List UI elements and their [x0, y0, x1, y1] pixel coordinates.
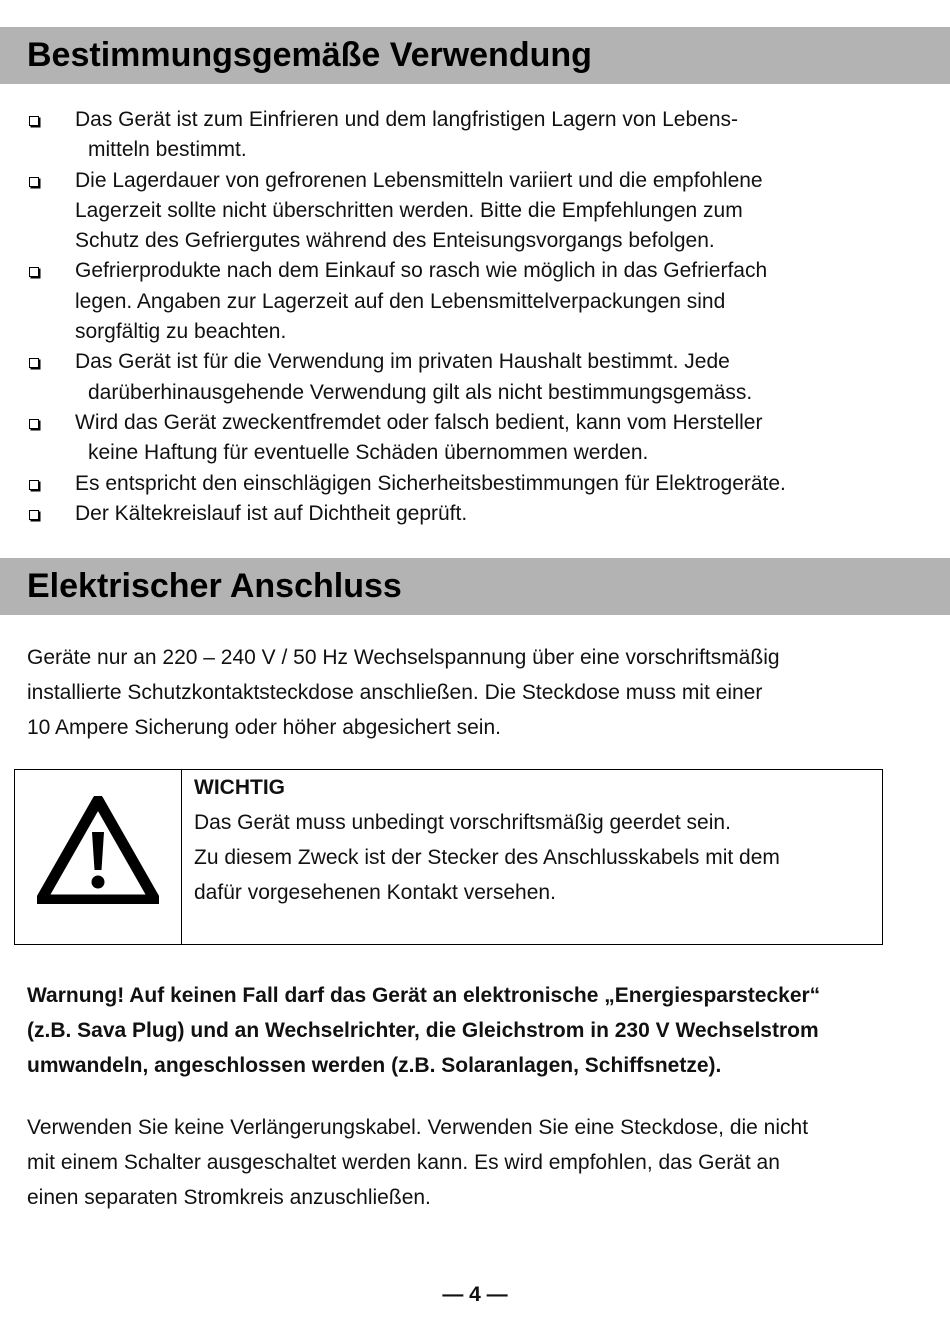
checkbox-bullet-icon: [29, 358, 39, 368]
notice-content: [194, 770, 874, 910]
notice-line: Das Gerät muss unbedingt vorschriftsmäßig geerdet sein.: [194, 811, 731, 834]
checkbox-bullet-icon: [29, 177, 39, 187]
paragraph-line: Warnung! Auf keinen Fall darf das Gerät an elektronische „Energiesparstecker“: [27, 984, 821, 1007]
paragraph-line: Verwenden Sie keine Verlängerungskabel. Verwenden Sie eine Steckdose, die nicht: [27, 1116, 809, 1139]
notice-divider: [181, 770, 182, 944]
paragraph-line: (z.B. Sava Plug) und an Wechselrichter, die Gleichstrom in 230 V Wechselstrom: [27, 1019, 819, 1042]
warning-triangle-icon: [37, 796, 159, 904]
warning-paragraph: [27, 978, 907, 1083]
list-item-line: Lagerzeit sollte nicht überschritten werden. Bitte die Empfehlungen zum: [75, 198, 743, 222]
list-item-line: Gefrierprodukte nach dem Einkauf so rasch wie möglich in das Gefrierfach: [75, 259, 768, 283]
list-item: [27, 469, 907, 499]
notice-heading: WICHTIG: [194, 776, 285, 799]
notice-line: dafür vorgesehenen Kontakt versehen.: [194, 881, 556, 904]
list-item-line: Wird das Gerät zweckentfremdet oder falsch bedient, kann vom Hersteller: [75, 410, 763, 434]
paragraph-line: installierte Schutzkontaktsteckdose anschließen. Die Steckdose muss mit einer: [27, 681, 763, 704]
list-item-line: Das Gerät ist zum Einfrieren und dem langfristigen Lagern von Lebens-: [75, 108, 739, 131]
section-heading-electrical-connection: [0, 558, 950, 615]
closing-paragraph: [27, 1110, 907, 1215]
list-item: [27, 347, 907, 408]
paragraph-line: mit einem Schalter ausgeschaltet werden kann. Es wird empfohlen, das Gerät an: [27, 1151, 780, 1174]
list-item: [27, 105, 907, 166]
list-item-line: Der Kältekreislauf ist auf Dichtheit geprüft.: [75, 501, 468, 525]
list-item-line: Das Gerät ist für die Verwendung im privaten Haushalt bestimmt. Jede: [75, 350, 730, 374]
list-item-line: mitteln bestimmt.: [88, 138, 247, 162]
list-item: [27, 408, 907, 469]
checkbox-bullet-icon: [29, 267, 39, 277]
list-item-line: keine Haftung für eventuelle Schäden übernommen werden.: [88, 441, 649, 465]
paragraph-line: Geräte nur an 220 – 240 V / 50 Hz Wechselspannung über eine vorschriftsmäßig: [27, 646, 780, 669]
list-item-line: legen. Angaben zur Lagerzeit auf den Lebensmittelverpackungen sind: [75, 289, 726, 313]
paragraph-line: umwandeln, angeschlossen werden (z.B. Solaranlagen, Schiffsnetze).: [27, 1054, 722, 1077]
section-title: Elektrischer Anschluss: [27, 567, 402, 605]
list-item: [27, 166, 907, 257]
checkbox-bullet-icon: [29, 510, 39, 520]
checkbox-bullet-icon: [29, 419, 39, 429]
intro-paragraph: [27, 640, 907, 745]
notice-line: Zu diesem Zweck ist der Stecker des Anschlusskabels mit dem: [194, 846, 780, 869]
section-title: Bestimmungsgemäße Verwendung: [27, 36, 592, 74]
list-item-line: Es entspricht den einschlägigen Sicherheitsbestimmungen für Elektrogeräte.: [75, 471, 786, 495]
list-item-line: Schutz des Gefriergutes während des Enteisungsvorgangs befolgen.: [75, 229, 715, 253]
paragraph-line: 10 Ampere Sicherung oder höher abgesichert sein.: [27, 716, 501, 739]
list-item-line: darüberhinausgehende Verwendung gilt als nicht bestimmungsgemäss.: [88, 380, 753, 404]
checkbox-bullet-icon: [29, 480, 39, 490]
intended-use-list: [27, 105, 907, 529]
list-item: [27, 256, 907, 347]
list-item-line: Die Lagerdauer von gefrorenen Lebensmitteln variiert und die empfohlene: [75, 168, 763, 192]
paragraph-line: einen separaten Stromkreis anzuschließen.: [27, 1186, 431, 1209]
list-item: [27, 499, 907, 529]
section-heading-intended-use: [0, 27, 950, 84]
important-notice-box: [14, 769, 883, 945]
list-item-line: sorgfältig zu beachten.: [75, 320, 287, 344]
checkbox-bullet-icon: [29, 116, 39, 126]
page-number: — 4 —: [442, 1283, 508, 1306]
